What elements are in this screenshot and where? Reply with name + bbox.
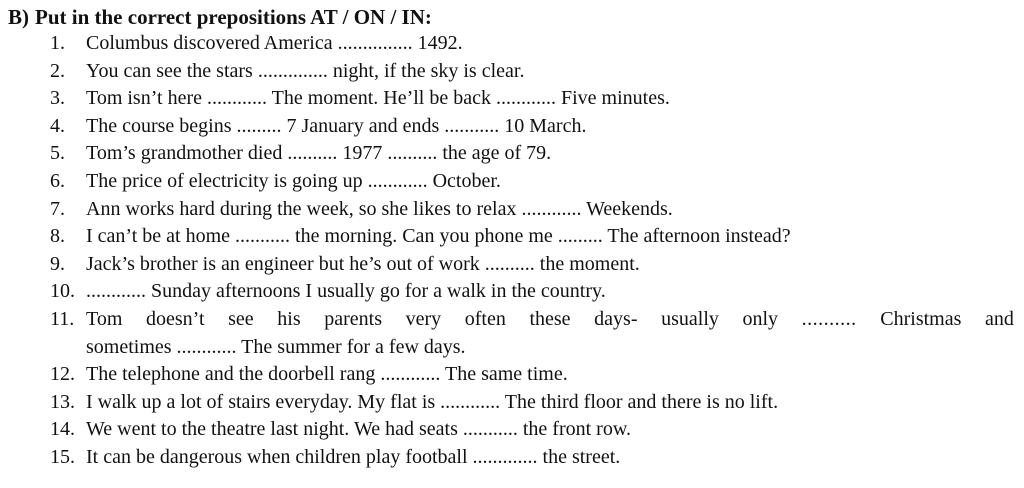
exercise-item	[0, 113, 1024, 141]
section-label: B)	[8, 5, 29, 29]
instruction-text: Put in the correct prepositions AT / ON / IN:	[35, 5, 432, 29]
exercise-item	[0, 361, 1024, 389]
item-sentence: Tom isn’t here ............ The moment. He’ll be back ............ Five minutes.	[86, 87, 670, 110]
item-number: 4.	[50, 114, 65, 137]
item-number: 6.	[50, 169, 65, 192]
item-number: 9.	[50, 252, 65, 275]
exercise-item	[0, 223, 1024, 251]
item-sentence: I walk up a lot of stairs everyday. My flat is ............ The third floor and there is no lift.	[86, 390, 779, 413]
item-number: 5.	[50, 142, 65, 165]
exercise-heading	[8, 2, 432, 32]
item-number: 13.	[50, 390, 75, 413]
item-number: 15.	[50, 445, 75, 468]
item-number: 10.	[50, 280, 75, 303]
item-number: 11.	[50, 307, 75, 330]
exercise-item	[0, 30, 1024, 58]
item-number: 1.	[50, 32, 65, 54]
item-sentence: We went to the theatre last night. We had seats ........... the front row.	[86, 418, 631, 441]
item-sentence: The price of electricity is going up ............ October.	[86, 169, 501, 192]
item-sentence: Jack’s brother is an engineer but he’s out of work .......... the moment.	[86, 252, 640, 275]
word: and	[985, 307, 1014, 330]
exercise-list	[0, 30, 1024, 472]
item-number: 12.	[50, 363, 75, 386]
word: often	[464, 307, 506, 330]
exercise-item	[0, 168, 1024, 196]
item-number: 8.	[50, 225, 65, 248]
word: his	[277, 307, 301, 330]
word: days-	[594, 307, 638, 330]
word: see	[228, 307, 254, 330]
exercise-item	[0, 416, 1024, 444]
item-number: 2.	[50, 59, 65, 82]
item-sentence: You can see the stars .............. night, if the sky is clear.	[86, 59, 525, 82]
item-sentence: Tom’s grandmother died .......... 1977 .......... the age of 79.	[86, 142, 552, 165]
exercise-item	[0, 85, 1024, 113]
exercise-item	[0, 140, 1024, 168]
item-number: 3.	[50, 87, 65, 110]
item-number: 14.	[50, 418, 75, 441]
exercise-item	[0, 306, 1024, 361]
exercise-item	[0, 196, 1024, 224]
item-sentence: It can be dangerous when children play football ............. the street.	[86, 445, 621, 468]
word: Christmas	[880, 307, 962, 330]
exercise-item	[0, 278, 1024, 306]
item-sentence-line-2: sometimes ............ The summer for a few days.	[86, 335, 466, 358]
item-sentence: I can’t be at home ........... the morning. Can you phone me ......... The afternoon instead?	[86, 225, 791, 248]
word: these	[529, 307, 571, 330]
exercise-item	[0, 251, 1024, 279]
word: very	[405, 307, 442, 330]
exercise-item	[0, 444, 1024, 472]
item-sentence: Ann works hard during the week, so she likes to relax ............ Weekends.	[86, 197, 673, 220]
word: only	[742, 307, 779, 330]
answer-blank: ..........	[801, 307, 857, 330]
item-sentence: The telephone and the doorbell rang ............ The same time.	[86, 363, 568, 386]
word: usually	[661, 307, 719, 330]
word: doesn’t	[146, 307, 205, 330]
item-sentence: Columbus discovered America ............... 1492.	[86, 32, 463, 54]
item-sentence-line-1	[86, 306, 1014, 334]
item-sentence: ............ Sunday afternoons I usually go for a walk in the country.	[86, 280, 606, 303]
item-number: 7.	[50, 197, 65, 220]
item-sentence: The course begins ......... 7 January and ends ........... 10 March.	[86, 114, 587, 137]
word: Tom	[86, 307, 123, 330]
word: parents	[324, 307, 382, 330]
exercise-item	[0, 58, 1024, 86]
exercise-item	[0, 389, 1024, 417]
